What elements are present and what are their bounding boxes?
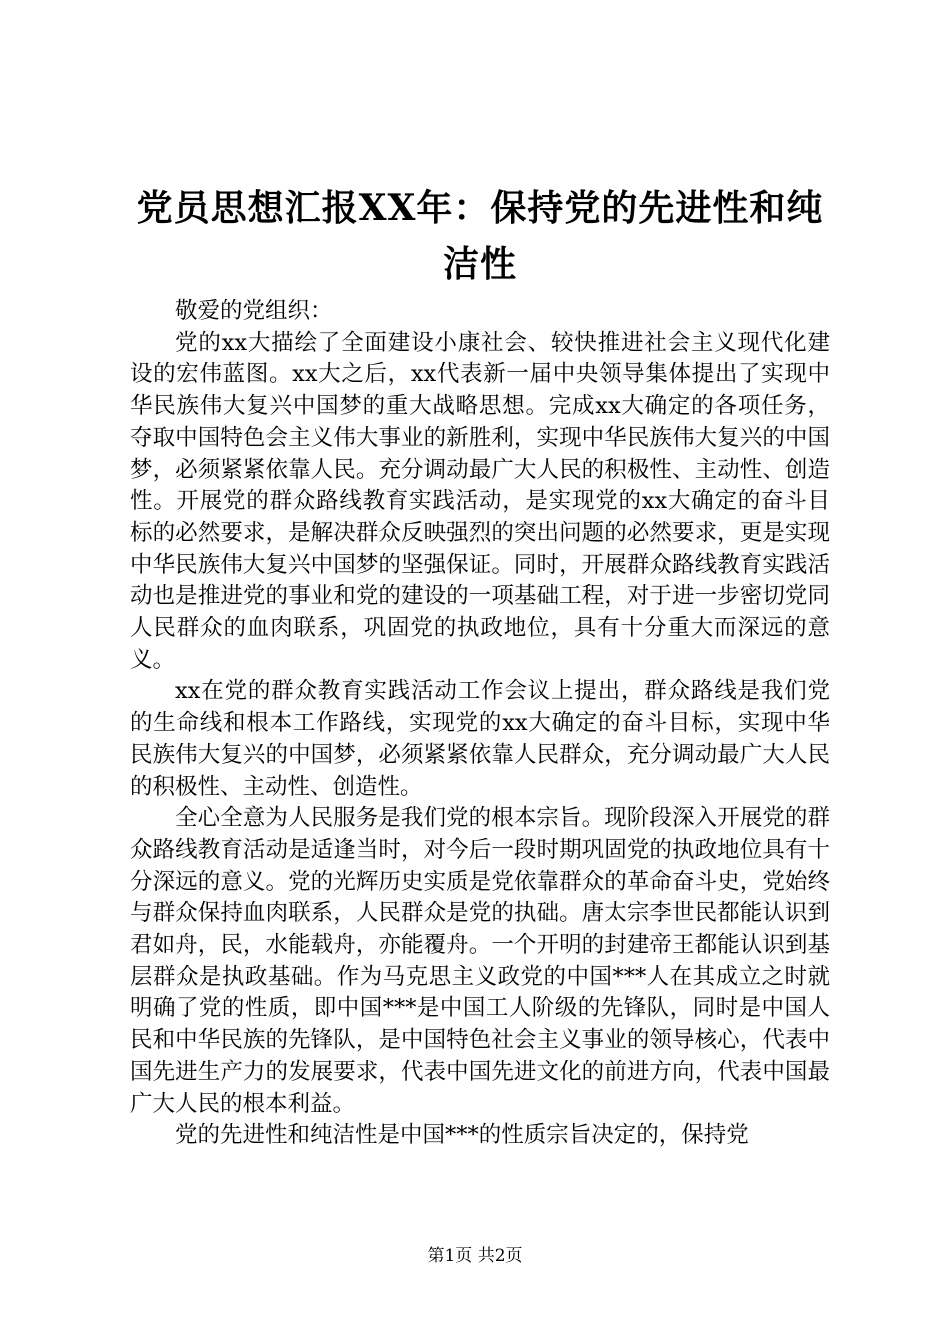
document-title: 党员思想汇报XX年：保持党的先进性和纯洁性 [136, 187, 824, 285]
page-footer: 第1页 共2页 [427, 1246, 523, 1266]
paragraph-4: 党的先进性和纯洁性是中国***的性质宗旨决定的，保持党 [175, 1122, 749, 1149]
paragraph-3: 全心全意为人民服务是我们党的根本宗旨。现阶段深入开展党的群众路线教育活动是适逢当时，对今后一段时期巩固党的执政地位具有十分深远的意义。党的光辉历史实质是党依靠群众的革命奋斗史，党始终与群众保持血肉联系，人民群众是党的执础。唐太宗李世民都能认识到君如舟，民，水能载舟，亦能覆舟。一个开明的封建帝王都能认识到基层群众是执政基础。作为马克思主义政党的中国***人在其成立之时就明确了党的性质，即中国***是中国工人阶级的先锋队，同时是中国人民和中华民族的先锋队，是中国特色社会主义事业的领导核心，代表中国先进生产力的发展要求，代表中国先进文化的前进方向，代表中国最广大人民的根本利益。 [130, 805, 830, 1117]
salutation: 敬爱的党组织： [175, 298, 333, 324]
paragraph-1: 党的xx大描绘了全面建设小康社会、较快推进社会主义现代化建设的宏伟蓝图。xx大之后，xx代表新一届中央领导集体提出了实现中华民族伟大复兴中国梦的重大战略思想。完成xx大确定的各项任务，夺取中国特色会主义伟大事业的新胜利，实现中华民族伟大复兴的中国梦，必须紧紧依靠人民。充分调动最广大人民的积极性、主动性、创造性。开展党的群众路线教育实践活动，是实现党的xx大确定的奋斗目标的必然要求，是解决群众反映强烈的突出问题的必然要求，更是实现中华民族伟大复兴中国梦的坚强保证。同时，开展群众路线教育实践活动也是推进党的事业和党的建设的一项基础工程，对于进一步密切党同人民群众的血肉联系，巩固党的执政地位，具有十分重大而深远的意义。 [130, 329, 830, 673]
document-body [130, 296, 830, 1152]
paragraph-2: xx在党的群众教育实践活动工作会议上提出，群众路线是我们党的生命线和根本工作路线，实现党的xx大确定的奋斗目标，实现中华民族伟大复兴的中国梦，必须紧紧依靠人民群众，充分调动最广大人民的积极性、主动性、创造性。 [130, 678, 830, 800]
